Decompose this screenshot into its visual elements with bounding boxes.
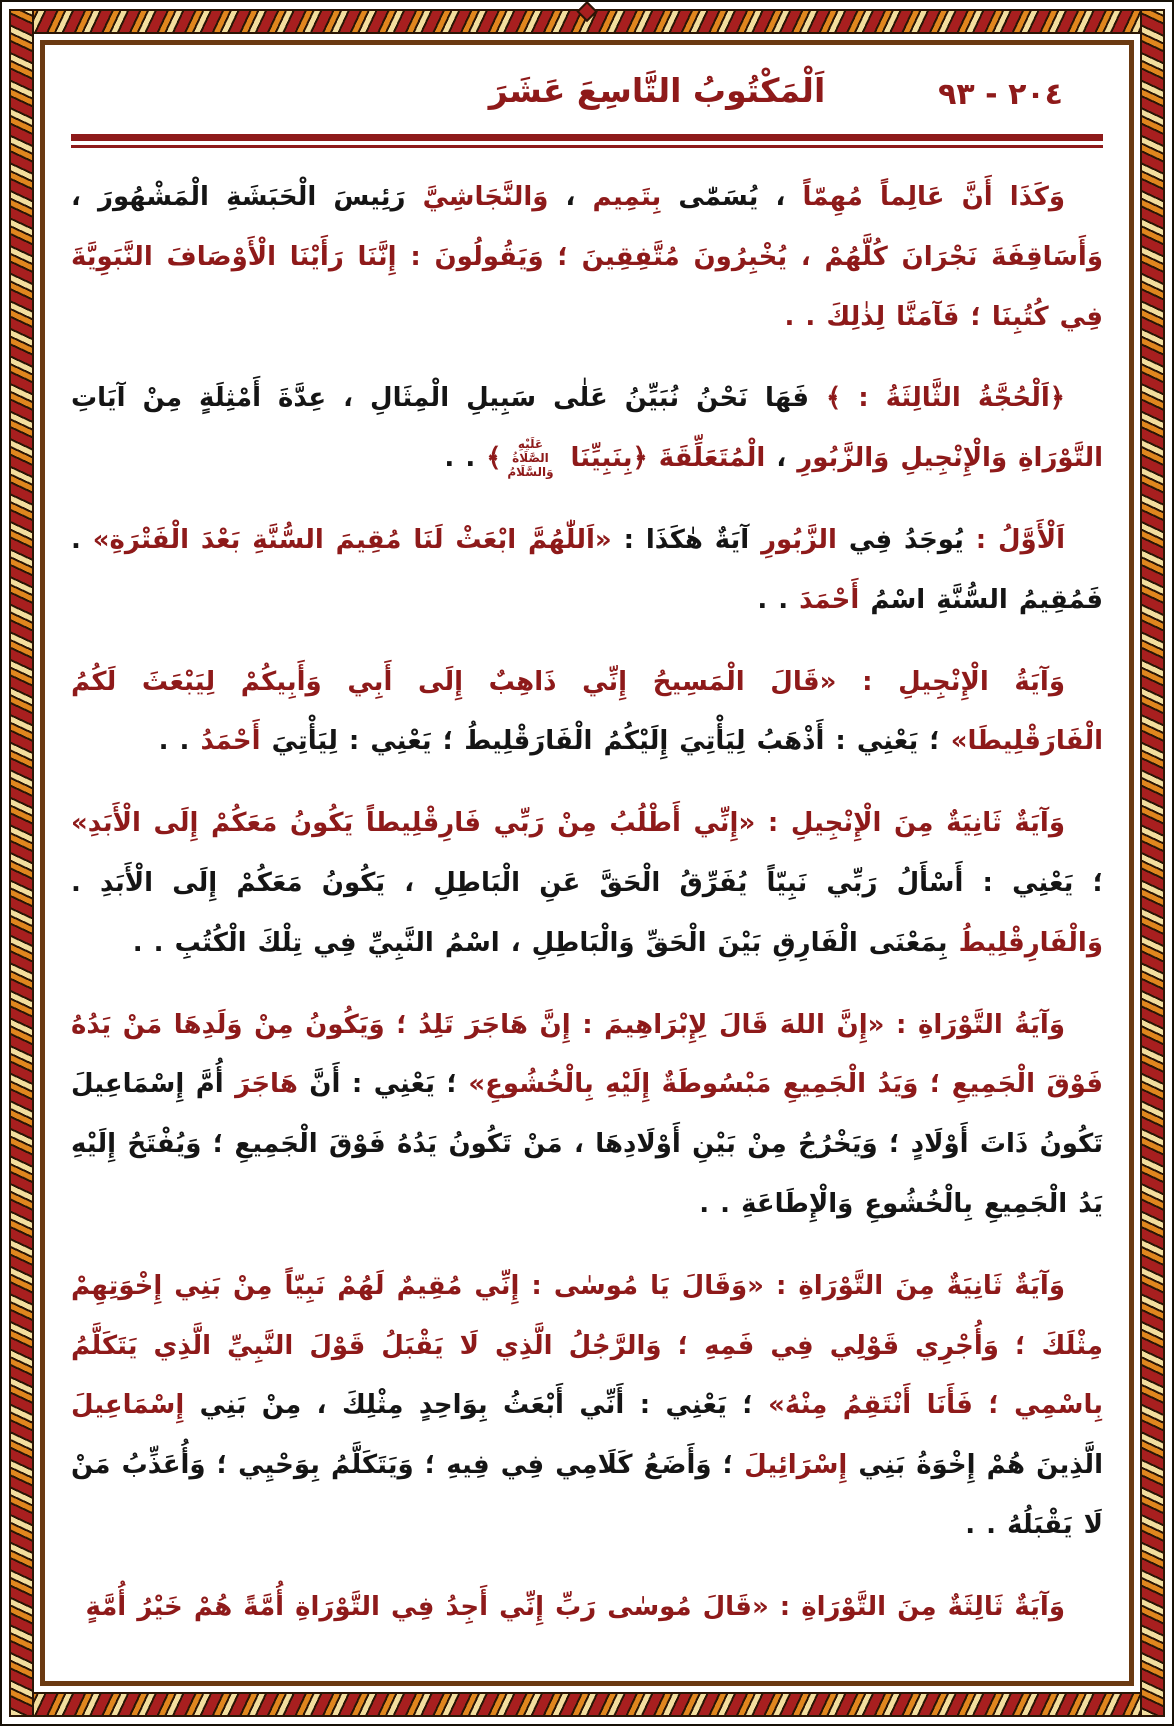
ornamental-border-left [9,9,34,1717]
paragraph [71,511,1103,631]
text-run: ﴾ [486,443,502,474]
text-run: إِسْمَاعِيلَ [71,1390,185,1421]
text-run: وَالنَّجَاشِيَّ [422,182,549,212]
text-run: . فَمُقِيمُ السُّنَّةِ اسْمُ [71,524,1103,615]
ornamental-border-right [1140,9,1165,1717]
text-run: . . [158,726,201,757]
header-rule [71,134,1103,148]
text-run: آيَةٌ هٰكَذَا : [611,524,762,555]
text-run: ؛ يَعْنِي : أَسْأَلُ رَبِّي نَبِيّاً يُفَرِّقُ الْحَقَّ عَنِ الْبَاطِلِ ، يَكُونُ مَعَكُمْ إِلَى الْأَبَدِ . [71,867,1103,898]
text-run: وَآيَةٌ ثَانِيَةٌ مِنَ الْإِنْجِيلِ : «إِنِّي أَطْلُبُ مِنْ رَبِّي فَارِقْلِيطاً يَكُونُ مَعَكُمْ إِلَى الْأَبَدِ» [71,808,1065,839]
text-run: أَحْمَدُ [200,726,261,757]
text-run: الَّذِينَ هُمْ إِخْوَةُ بَنِي [847,1450,1103,1481]
text-run: «اَللّٰهُمَّ ابْعَثْ لَنَا مُقِيمَ السُّنَّةِ بَعْدَ الْفَتْرَةِ» [92,524,612,555]
paragraph [71,1257,1103,1556]
text-run: هَاجَرَ [235,1069,298,1100]
text-run: بِتَمِيم [592,182,662,212]
paragraph [71,369,1103,489]
paragraph [71,1578,1103,1638]
text-run: يُوجَدُ فِي [836,524,976,555]
text-run: أُمَّ إِسْمَاعِيلَ تَكُونُ ذَاتَ أَوْلَادٍ ؛ وَيَخْرُجُ مِنْ بَيْنِ أَوْلَادِهَا ، مَنْ تَكُونُ يَدُهُ فَوْقَ الْجَمِيعِ ؛ وَيُفْتَحُ إِلَيْهِ يَدُ الْجَمِيعِ بِالْخُشُوعِ وَالْإِطَاعَةِ . . [71,1069,1103,1219]
text-run: الْمُتَعَلِّقَةَ ﴿بِنَبِيِّنَا [559,443,766,474]
text-run: رَئِيسَ الْحَبَشَةِ الْمَشْهُورَ ، [71,182,423,212]
text-run: بِمَعْنَى الْفَارِقِ بَيْنَ الْحَقِّ وَالْبَاطِلِ ، اسْمُ النَّبِيِّ فِي تِلْكَ الْكُتُبِ . . [132,927,959,958]
text-run: ﴿اَلْحُجَّةُ الثَّالِثَةُ : ﴾ [826,383,1065,414]
paragraph [71,653,1103,773]
text-run: . . [444,443,487,474]
text-run: وَكَذَا أَنَّ عَالِماً مُهِمّاً [802,182,1065,212]
text-run: وَآيَةُ الْإِنْجِيلِ : «قَالَ الْمَسِيحُ إِنِّي ذَاهِبٌ إِلَى أَبِي وَأَبِيكُمْ لِيَبْعَثَ لَكُمُ الْفَارَقْلِيطَا» [71,666,1103,757]
text-run: ؛ يَعْنِي : أَنَّ [297,1069,469,1100]
paragraph [71,794,1103,973]
page-number: ٢٠٤ - ٩٣ [938,77,1063,112]
text-run: ؛ يَعْنِي : أَذْهَبُ لِيَأْتِيَ إِلَيْكُمُ الْفَارَقْلِيطُ ؛ يَعْنِي : لِيَأْتِيَ [260,726,951,757]
text-run: أَحْمَدَ [799,584,860,615]
text-run: ؛ يَعْنِي : أَنِّي أَبْعَثُ بِوَاحِدٍ مِثْلِكَ ، مِنْ بَنِي [184,1390,769,1421]
text-run: وَأَسَاقِفَةَ نَجْرَانَ كُلَّهُمْ ، يُخْبِرُونَ مُتَّفِقِينَ ؛ وَيَقُولُونَ : إِنَّنَا رَأَيْنَا الْأَوْصَافَ النَّبَوِيَّةَ فِي كُتُبِنَا ؛ فَآمَنَّا لِذٰلِكَ . . [71,241,1103,332]
text-run: وَآيَةٌ ثَالِثَةٌ مِنَ التَّوْرَاةِ : «قَالَ مُوسٰى رَبِّ إِنِّي أَجِدُ فِي التَّوْرَاةِ أُمَّةً هُمْ خَيْرُ أُمَّةٍ [85,1591,1065,1622]
body-text [71,168,1103,1638]
text-run: ، [548,182,593,212]
text-run: وَآيَةٌ ثَانِيَةٌ مِنَ التَّوْرَاةِ : «وَقَالَ يَا مُوسٰى : إِنِّي مُقِيمٌ لَهُمْ نَبِيّاً مِنْ بَنِي إِخْوَتِهِمْ مِثْلَكَ ؛ وَأُجْرِي قَوْلِي فِي فَمِهِ ؛ وَالرَّجُلُ الَّذِي لَا يَقْبَلُ قَوْلَ النَّبِيِّ الَّذِي يَتَكَلَّمُ بِاسْمِي ؛ فَأَنَا أَنْتَقِمُ مِنْهُ» [71,1270,1103,1421]
page-header [71,69,1103,125]
text-run: التَّوْرَاةِ وَالْإِنْجِيلِ وَالزَّبُورِ [797,443,1103,474]
text-run: فَهَا نَحْنُ نُبَيِّنُ عَلٰى سَبِيلِ الْمِثَالِ ، عِدَّةَ أَمْثِلَةٍ مِنْ آيَاتِ [71,383,827,414]
text-run: اَلْأَوَّلُ : [975,524,1065,555]
text-run: وَآيَةُ التَّوْرَاةِ : «إِنَّ اللهَ قَالَ لِإِبْرَاهِيمَ : إِنَّ هَاجَرَ تَلِدُ ؛ وَيَكُونُ مِنْ وَلَدِهَا مَنْ يَدُهُ فَوْقَ الْجَمِيعِ ؛ وَيَدُ الْجَمِيعِ مَبْسُوطَةٌ إِلَيْهِ بِالْخُشُوعِ» [71,1009,1104,1100]
text-run: . . [757,584,800,615]
ornamental-border-bottom [9,1692,1165,1717]
text-run: إِسْرَائِيلَ [744,1450,848,1481]
paragraph [71,996,1103,1235]
text-run: ؛ وَأَضَعُ كَلَامِي فِي فِيهِ ؛ وَيَتَكَلَّمُ بِوَحْيِي ؛ وَأُعَذِّبُ مَنْ لَا يَقْبَلُهُ . . [71,1450,1103,1540]
text-run: وَالْفَارِقْلِيطُ [958,927,1103,958]
text-run: ، يُسَمّٰى [661,182,803,212]
text-run: عَلَيْهِ الصَّلَاةُ وَالسَّلَامُ [507,436,554,479]
text-run: ، [765,443,798,474]
content-area [47,47,1127,1679]
page-title: اَلْمَكْتُوبُ التَّاسِعَ عَشَرَ [488,71,826,110]
text-run: الزَّبُورِ [761,524,837,555]
paragraph [71,168,1103,347]
